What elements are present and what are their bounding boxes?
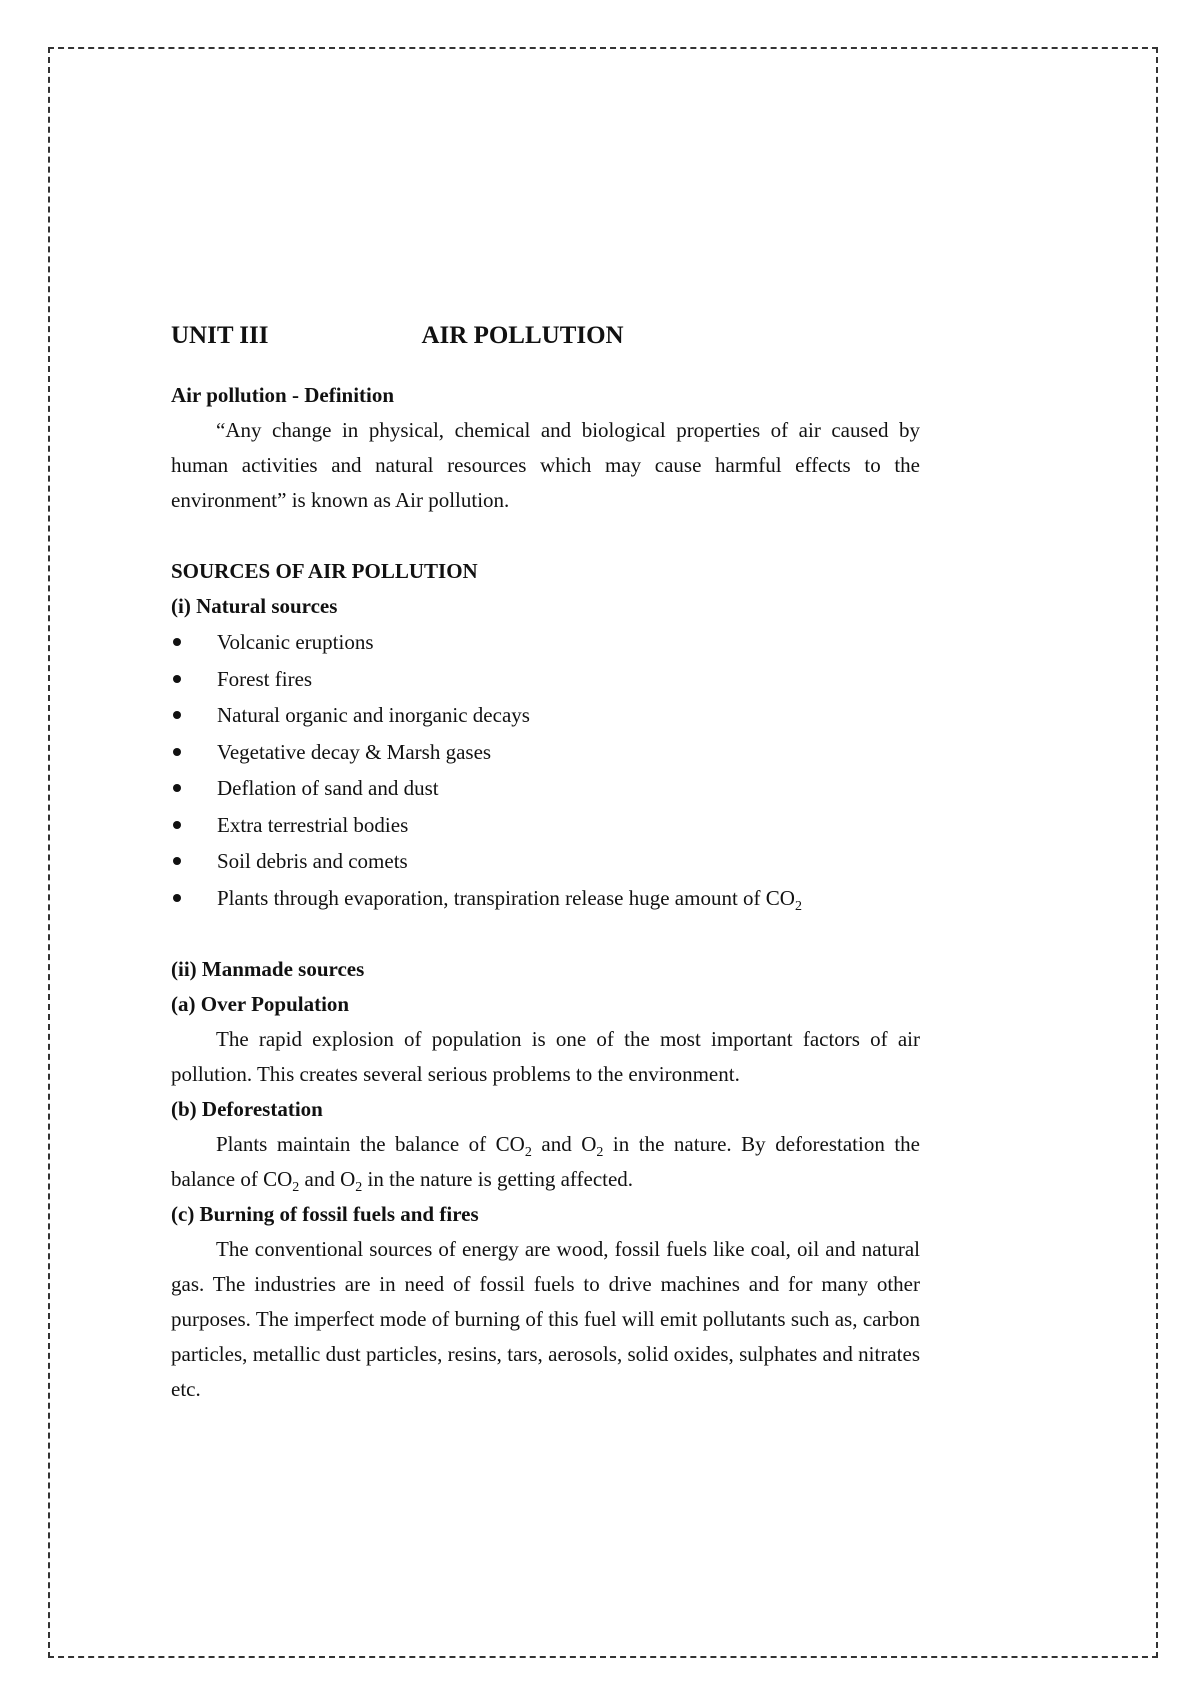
over-population-heading: (a) Over Population [171,992,350,1016]
natural-sources-list [171,624,920,916]
bullet-icon [173,638,181,646]
subscript: 2 [292,1180,300,1196]
unit-heading [171,316,920,356]
list-item-text: Volcanic eruptions [217,630,374,654]
over-population-text: The rapid explosion of population is one of the most important factors of air pollution. This creates several serious problems to the environment. [171,1027,920,1086]
definition-text: “Any change in physical, chemical and biological properties of air caused by human activities and natural resources which may cause harmful effects to the environment” is known as Air pollution. [171,418,920,512]
list-item-text: Soil debris and comets [217,849,408,873]
burning-fossil-fuels-text: The conventional sources of energy are wood, fossil fuels like coal, oil and natural gas. The industries are in need of fossil fuels to drive machines and for many other purposes. The imperfect mode of burning of this fuel will emit pollutants such as, carbon particles, metallic dust particles, resins, tars, aerosols, solid oxides, sulphates and nitrates etc. [171,1237,920,1401]
subscript: 2 [794,898,802,914]
subscript: 2 [596,1145,604,1161]
spacer [171,916,920,952]
list-item [171,624,920,661]
unit-number: UNIT III [171,322,269,349]
sources-heading: SOURCES OF AIR POLLUTION [171,559,478,583]
deforestation-text-part: in the nature. By deforestation the balance of CO [171,1132,920,1191]
list-item [171,807,920,844]
document-body [171,316,920,1407]
bullet-icon [173,784,181,792]
deforestation-text [171,1127,920,1197]
list-item [171,734,920,771]
spacer [171,518,920,554]
list-item [171,843,920,880]
natural-sources-heading: (i) Natural sources [171,594,338,618]
list-item-text: Vegetative decay & Marsh gases [217,739,492,764]
subscript: 2 [355,1180,363,1196]
list-item-text: Plants through evaporation, transpiration release huge amount of CO [217,885,795,910]
list-item [171,880,920,917]
bullet-icon [173,711,181,719]
burning-fossil-fuels-heading: (c) Burning of fossil fuels and fires [171,1202,479,1226]
deforestation-heading: (b) Deforestation [171,1097,323,1121]
list-item-text: Forest fires [217,666,313,691]
list-item-text: Deflation of sand and dust [217,776,439,800]
deforestation-text-part: and O [299,1167,356,1191]
list-item-text: Extra terrestrial bodies [217,812,409,837]
bullet-icon [173,748,181,756]
list-item [171,661,920,698]
list-item [171,697,920,734]
bullet-icon [173,821,181,829]
manmade-sources-heading: (ii) Manmade sources [171,957,365,981]
bullet-icon [173,675,181,683]
deforestation-text-part: and O [531,1132,597,1156]
list-item-text: Natural organic and inorganic decays [217,703,530,727]
definition-heading: Air pollution - Definition [171,383,395,407]
bullet-icon [173,857,181,865]
unit-title: AIR POLLUTION [421,322,624,349]
subscript: 2 [524,1145,532,1161]
deforestation-text-part: in the nature is getting affected. [362,1167,634,1191]
deforestation-text-part: Plants maintain the balance of CO [216,1132,525,1156]
bullet-icon [173,894,181,902]
list-item [171,770,920,807]
